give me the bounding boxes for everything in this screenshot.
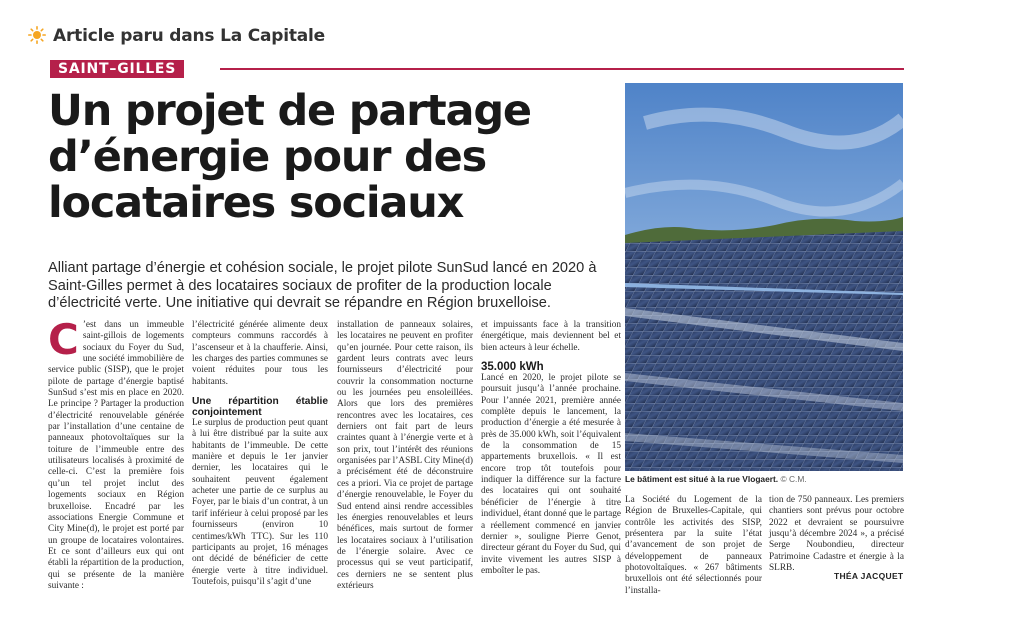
caption-text: Le bâtiment est situé à la rue Vlogaert.: [625, 474, 779, 484]
article-headline: [48, 88, 638, 226]
sun-icon: [28, 26, 46, 44]
headline-line-2: d’énergie pour des: [48, 132, 486, 182]
byline-name: THÉA JACQUET: [834, 571, 904, 581]
headline-line-3: locataires sociaux: [48, 178, 464, 228]
column-2-text-1: l’électricité générée alimente deux compteurs communs raccordés à l’ascenseur et à la chaufferie. Ainsi, les charges des parties communes se voient réduites pour tous les habitants.: [192, 320, 328, 387]
text-column-1: [48, 315, 184, 592]
newspaper-clipping: [28, 50, 926, 612]
subheading-repartition: Une répartition établie conjointement: [192, 396, 328, 419]
page-title: Article paru dans La Capitale: [53, 26, 325, 46]
text-column-4: [481, 320, 621, 577]
column-4-text-2: Lancé en 2020, le projet pilote se poursuit jusqu’à l’année prochaine. Pour l’année 2021, première année complète depuis le lancement, la production d’énergie a été mesurée à près de 35.000 kWh, soit l’équivalent de la consommation de 15 appartements bruxellois. « Il est encore trop tôt toutefois pour indiquer la différence sur la facture des locataires qui ont souhaité bénéficier de l’énergie à titre individuel, étant donné que le partage a réellement commencé en janvier dernier », souligne Pierre Genot, directeur gérant du Foyer du Sud, qui invite vivement les autres SISP à emboîter le pas.: [481, 373, 621, 576]
solar-panels-photo: [625, 83, 903, 471]
section-rubric: [50, 60, 184, 78]
text-column-5: La Société du Logement de la Région de Bruxelles-Capitale, qui contrôle les activités des SISP, présentera par la suite l’état d’avancement de son projet de développement de panneaux photovoltaïques. « 267 bâtiments bruxellois ont été sélectionnés pour l’installa-: [625, 495, 762, 596]
photo-credit: © C.M.: [780, 474, 807, 484]
column-4-text-1: et impuissants face à la transition énergétique, mais deviennent bel et bien acteurs à leur échelle.: [481, 320, 621, 353]
author-byline: [834, 571, 903, 581]
column-1-text: ’est dans un immeuble saint-gillois de logements sociaux du Foyer du Sud, une société immobilière de service public (SISP), que le projet pilote de partage d’énergie baptisé SunSud s’est mis en place en 2020. Le principe ? Partager la production d’électricité renouvelable générée par l’installation d’une centaine de panneaux photovoltaïques sur la toiture de l’immeuble entre des utilisateurs localisés à proximité de celle-ci. C’est la première fois qu’un tel projet inclut des logements sociaux en Région bruxelloise. Encadré par les associations Energie Commune et City Mine(d), le projet est porté par un groupe de locataires volontaires. Et ce sont d’ailleurs eux qui ont établi la répartition de la production, qui se présente de la manière suivante :: [48, 320, 184, 591]
rubric-label: SAINT–GILLES: [58, 61, 177, 77]
text-column-6: tion de 750 panneaux. Les premiers chantiers sont prévus pour octobre 2022 et devraient se poursuivre jusqu’à décembre 2024 », a précisé Serge Noubondieu, directeur Patrimoine Cadastre et énergie à la SLRB.: [769, 495, 904, 574]
column-2-text-2: Le surplus de production peut quant à lui être distribué par la suite aux habitants de l’immeuble. De cette manière et depuis le 1er janvier dernier, les locataires qui le souhaitent peuvent également acheter une partie de ce surplus au Foyer, par le biais d’un contrat, à un tarif inférieur à celui proposé par les fournisseurs (environ 10 centimes/kWh TTC). Sur les 110 participants au projet, 16 ménages ont décidé de bénéficier de cette énergie verte à titre individuel. Toutefois, puisqu’il s’agit d’une: [192, 418, 328, 587]
drop-cap: C: [48, 315, 79, 364]
page-header: [0, 0, 1011, 48]
text-column-3: [337, 320, 473, 592]
column-3-text: installation de panneaux solaires, les locataires ne peuvent en profiter qu’en journée. Pour cette raison, ils gardent leurs contrats avec leurs fournisseurs d’électricité pour couvrir la consommation nocturne ou les journées peu ensoleillées. Alors que lors des premières rencontres avec les locataires, ces derniers ont fait part de leurs craintes quant à l’énergie verte et à son prix, tout l’intérêt des réunions organisées par l’ASBL City Mine(d) a précisément été de déconstruire ces a priori. Via ce projet de partage d’énergie renouvelable, le Foyer du Sud entend ainsi rendre accessibles les énergies renouvelables et leurs bénéfices, mais surtout de former les locataires sociaux à l’utilisation de l’énergie solaire. Avec ce processus qui se veut participatif, ces derniers ne se sentent plus extérieurs: [337, 320, 473, 591]
article-lead: Alliant partage d’énergie et cohésion sociale, le projet pilote SunSud lancé en 2020 à Saint-Gilles permet à des locataires sociaux de profiter de la production locale d’électricité verte. Une initiative qui devrait se répandre en Région bruxelloise.: [48, 260, 597, 311]
photo-caption: [625, 474, 903, 484]
subheading-kwh: 35.000 kWh: [481, 361, 544, 374]
rubric-rule: [220, 68, 904, 70]
headline-line-1: Un projet de partage: [48, 86, 531, 136]
text-column-2: [192, 320, 328, 588]
